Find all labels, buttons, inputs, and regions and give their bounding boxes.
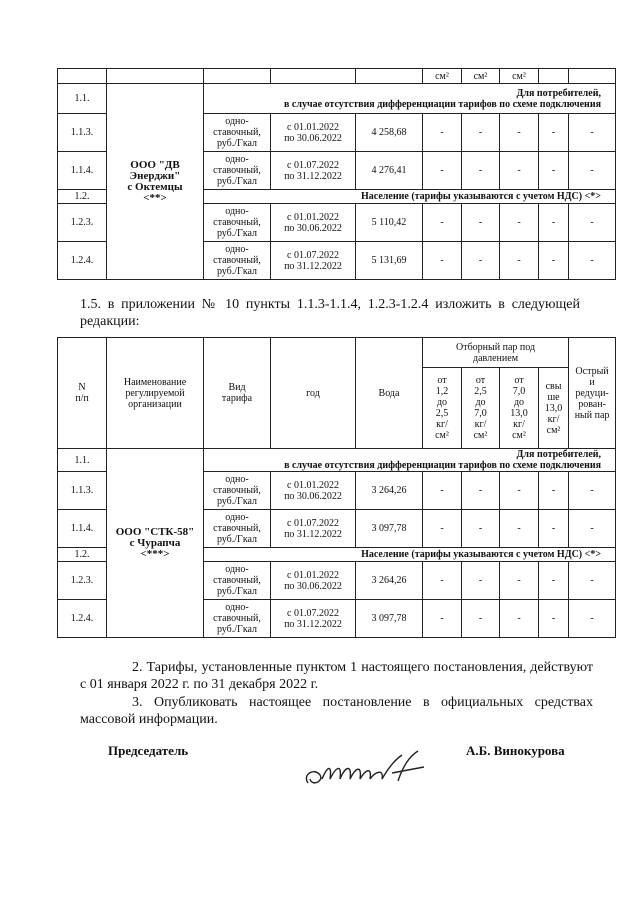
steam-value: - [462, 472, 500, 510]
tariff-type: одно- ставочный, руб./Гкал [204, 242, 271, 280]
water-value: 5 131,69 [356, 242, 423, 280]
steam-value: - [500, 600, 539, 638]
steam-value: - [500, 152, 539, 190]
section-header: Население (тарифы указываются с учетом НДС) <*> [204, 548, 616, 562]
steam-value: - [423, 510, 462, 548]
water-value: 3 264,26 [356, 472, 423, 510]
header-year: год [271, 338, 356, 449]
header-tariff: Вид тарифа [204, 338, 271, 449]
water-value: 3 264,26 [356, 562, 423, 600]
tariff-type: одно- ставочный, руб./Гкал [204, 472, 271, 510]
tariff-type: одно- ставочный, руб./Гкал [204, 600, 271, 638]
header-steam-3: от 7,0 до 13,0 кг/ см² [500, 368, 539, 449]
header-num: N п/п [58, 338, 107, 449]
steam-value: - [569, 114, 616, 152]
steam-value: - [423, 204, 462, 242]
unit-cell: см² [462, 69, 500, 84]
steam-value: - [539, 510, 569, 548]
steam-value: - [569, 510, 616, 548]
paragraph-1-5: 1.5. в приложении № 10 пункты 1.1.3-1.1.4, 1.2.3-1.2.4 изложить в следующей редакции: [80, 297, 580, 329]
steam-value: - [569, 600, 616, 638]
tariff-period: с 01.01.2022 по 30.06.2022 [271, 204, 356, 242]
steam-value: - [423, 152, 462, 190]
tariff-period: с 01.01.2022 по 30.06.2022 [271, 562, 356, 600]
header-water: Вода [356, 338, 423, 449]
water-value: 4 258,68 [356, 114, 423, 152]
water-value: 5 110,42 [356, 204, 423, 242]
tariff-type: одно- ставочный, руб./Гкал [204, 152, 271, 190]
signature-name: А.Б. Винокурова [466, 743, 565, 758]
water-value: 3 097,78 [356, 600, 423, 638]
steam-value: - [462, 600, 500, 638]
row-number: 1.2.4. [58, 600, 107, 638]
steam-value: - [462, 152, 500, 190]
steam-value: - [462, 114, 500, 152]
steam-value: - [539, 204, 569, 242]
steam-value: - [539, 472, 569, 510]
tariff-type: одно- ставочный, руб./Гкал [204, 562, 271, 600]
steam-value: - [462, 510, 500, 548]
steam-value: - [423, 472, 462, 510]
row-number: 1.1. [58, 84, 107, 114]
table-row [58, 449, 616, 472]
tariff-period: с 01.01.2022 по 30.06.2022 [271, 114, 356, 152]
steam-value: - [423, 242, 462, 280]
steam-value: - [500, 562, 539, 600]
header-steam-4: свы ше 13,0 кг/ см² [539, 368, 569, 449]
steam-value: - [539, 242, 569, 280]
section-header: Население (тарифы указываются с учетом НДС) <*> [204, 190, 616, 204]
tariff-type: одно- ставочный, руб./Гкал [204, 510, 271, 548]
steam-value: - [423, 600, 462, 638]
handwritten-signature [300, 745, 430, 800]
steam-value: - [462, 242, 500, 280]
tariff-period: с 01.07.2022 по 31.12.2022 [271, 242, 356, 280]
header-row [58, 338, 616, 368]
tariff-period: с 01.07.2022 по 31.12.2022 [271, 152, 356, 190]
water-value: 3 097,78 [356, 510, 423, 548]
unit-cell: см² [423, 69, 462, 84]
row-number: 1.1. [58, 449, 107, 472]
table-row [58, 84, 616, 114]
section-header: Для потребителей, в случае отсутствия дифференциации тарифов по схеме подключения [204, 84, 616, 114]
tariff-type: одно- ставочный, руб./Гкал [204, 114, 271, 152]
table-row [58, 69, 616, 84]
row-number: 1.2.3. [58, 204, 107, 242]
tariff-period: с 01.01.2022 по 30.06.2022 [271, 472, 356, 510]
section-header: Для потребителей, в случае отсутствия дифференциации тарифов по схеме подключения [204, 449, 616, 472]
steam-value: - [500, 472, 539, 510]
header-steam-1: от 1,2 до 2,5 кг/ см² [423, 368, 462, 449]
steam-value: - [500, 510, 539, 548]
steam-value: - [569, 562, 616, 600]
steam-value: - [500, 242, 539, 280]
row-number: 1.1.3. [58, 114, 107, 152]
paragraph-2: 2. Тарифы, установленные пунктом 1 настоящего постановления, действуют с 01 января 2022 г. по 31 декабря 2022 г. [80, 660, 593, 692]
steam-value: - [462, 204, 500, 242]
paragraph-3: 3. Опубликовать настоящее постановление в официальных средствах массовой информации. [80, 695, 593, 727]
steam-value: - [500, 114, 539, 152]
steam-value: - [423, 562, 462, 600]
signature-role: Председатель [108, 743, 189, 758]
row-number: 1.1.3. [58, 472, 107, 510]
unit-cell: см² [500, 69, 539, 84]
steam-value: - [569, 242, 616, 280]
steam-value: - [423, 114, 462, 152]
header-org: Наименование регулируемой организации [107, 338, 204, 449]
steam-value: - [569, 152, 616, 190]
row-number: 1.2.4. [58, 242, 107, 280]
water-value: 4 276,41 [356, 152, 423, 190]
tariff-table-2 [57, 337, 616, 638]
tariff-period: с 01.07.2022 по 31.12.2022 [271, 510, 356, 548]
steam-value: - [462, 562, 500, 600]
tariff-type: одно- ставочный, руб./Гкал [204, 204, 271, 242]
tariff-period: с 01.07.2022 по 31.12.2022 [271, 600, 356, 638]
organization-name: ООО "СТК-58" с Чурапча <***> [107, 449, 204, 638]
header-steam: Отборный пар под давлением [423, 338, 569, 368]
steam-value: - [569, 204, 616, 242]
steam-value: - [539, 114, 569, 152]
organization-name: ООО "ДВ Энерджи" с Октемцы <**> [107, 84, 204, 280]
row-number: 1.2. [58, 548, 107, 562]
row-number: 1.1.4. [58, 152, 107, 190]
steam-value: - [539, 152, 569, 190]
row-number: 1.2.3. [58, 562, 107, 600]
steam-value: - [569, 472, 616, 510]
row-number: 1.1.4. [58, 510, 107, 548]
tariff-table-1 [57, 68, 616, 280]
header-steam-2: от 2,5 до 7,0 кг/ см² [462, 368, 500, 449]
steam-value: - [500, 204, 539, 242]
row-number: 1.2. [58, 190, 107, 204]
header-sharp-steam: Острый и редуци- рован- ный пар [569, 338, 616, 449]
steam-value: - [539, 600, 569, 638]
steam-value: - [539, 562, 569, 600]
